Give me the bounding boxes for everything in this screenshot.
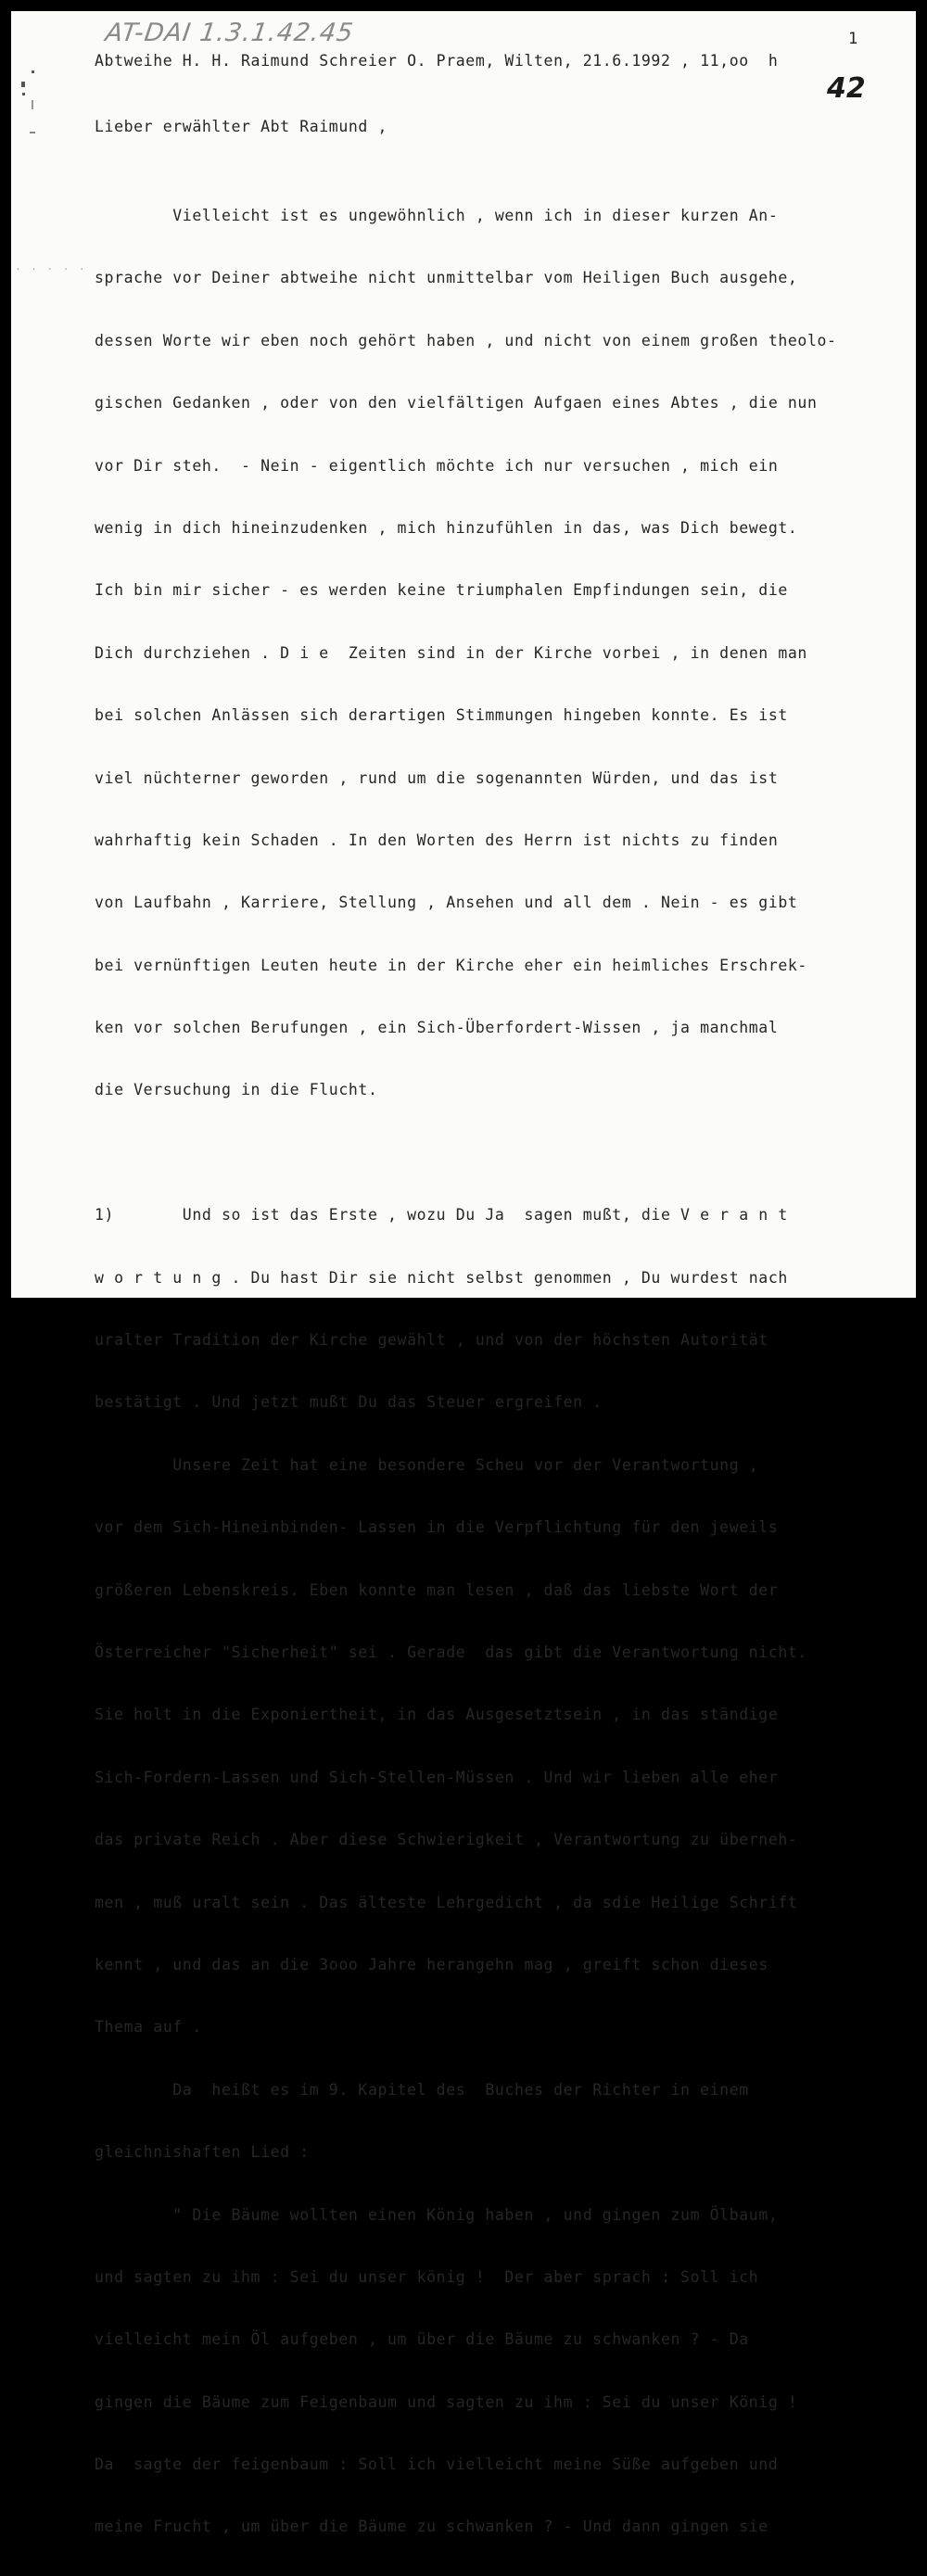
margin-mark [32, 100, 33, 109]
text-line: Da sagte der feigenbaum : Soll ich vielleicht meine Süße aufgeben und [95, 2455, 779, 2474]
text-line: größeren Lebenskreis. Eben konnte man lesen , daß das liebste Wort der [95, 1580, 779, 1599]
text-line: gingen die Bäume zum Feigenbaum und sagten zu ihm : Sei du unser König ! [95, 2392, 798, 2411]
text-line: dessen Worte wir eben noch gehört haben , und nicht von einem großen theolo- [95, 331, 837, 349]
text-line: vielleicht mein Öl aufgeben , um über die Bäume zu schwanken ? - Da [95, 2330, 749, 2349]
margin-mark [22, 93, 25, 95]
text-line: sprache vor Deiner abtweihe nicht unmittelbar vom Heiligen Buch ausgehe, [95, 269, 798, 287]
text-line: viel nüchterner geworden , rund um die sogenannten Würden, und das ist [95, 768, 779, 787]
text-line: men , muß uralt sein . Das älteste Lehrgedicht , da sdie Heilige Schrift [95, 1893, 798, 1911]
margin-mark [21, 82, 25, 87]
salutation: Lieber erwählter Abt Raimund , [95, 118, 388, 135]
text-line: das private Reich . Aber diese Schwierigkeit , Verantwortung zu überneh- [95, 1831, 798, 1849]
text-line: die Versuchung in die Flucht. [95, 1081, 378, 1099]
text-line: " Die Bäume wollten einen König haben , und gingen zum Ölbaum, [95, 2205, 779, 2224]
binding-dots: · · · · · [15, 263, 87, 275]
archive-signature: AT-DAI 1.3.1.42.45 [103, 19, 356, 47]
margin-mark [32, 70, 34, 73]
text-line: Ich bin mir sicher - es werden keine triumphalen Empfindungen sein, die [95, 581, 788, 600]
text-line: Sich-Fordern-Lassen und Sich-Stellen-Müssen . Und wir lieben alle eher [95, 1768, 779, 1786]
text-line: gleichnishaften Lied : [95, 2143, 310, 2162]
text-line: Thema auf . [95, 2018, 202, 2037]
text-line: Sie holt in die Exponiertheit, in das Ausgesetztsein , in das ständige [95, 1706, 779, 1724]
text-line: meine Frucht , um über die Bäume zu schwanken ? - Und dann gingen sie [95, 2518, 768, 2536]
text-line: und sagten zu ihm : Sei du unser könig ! Der aber sprach : Soll ich [95, 2267, 759, 2286]
page-number: 1 [848, 30, 858, 48]
body-text [95, 167, 910, 2576]
blank-line [95, 1139, 910, 1166]
text-line: wahrhaftig kein Schaden . In den Worten des Herrn ist nichts zu finden [95, 831, 779, 849]
text-line: von Laufbahn , Karriere, Stellung , Ansehen und all dem . Nein - es gibt [95, 894, 798, 912]
margin-mark [30, 132, 35, 133]
folio-number: 42 [827, 72, 866, 105]
text-line: uralter Tradition der Kirche gewählt , und von der höchsten Autorität [95, 1331, 768, 1350]
text-line: kennt , und das an die 3ooo Jahre herangehn mag , greift schon dieses [95, 1955, 768, 1973]
text-line: Dich durchziehen . D i e Zeiten sind in der Kirche vorbei , in denen man [95, 643, 807, 662]
text-line: bestätigt . Und jetzt mußt Du das Steuer ergreifen . [95, 1393, 603, 1412]
text-line: vor dem Sich-Hineinbinden- Lassen in die Verpflichtung für den jeweils [95, 1518, 779, 1537]
text-line: bei vernünftigen Leuten heute in der Kirche eher ein heimliches Erschrek- [95, 956, 807, 974]
text-line: Unsere Zeit hat eine besondere Scheu vor der Verantwortung , [95, 1455, 759, 1474]
text-line: wenig in dich hineinzudenken , mich hinzufühlen in das, was Dich bewegt. [95, 518, 798, 537]
text-line: bei solchen Anlässen sich derartigen Stimmungen hingeben konnte. Es ist [95, 706, 788, 725]
document-page [11, 11, 916, 2536]
text-line: 1) Und so ist das Erste , wozu Du Ja sagen mußt, die V e r a n t [95, 1206, 788, 1225]
text-line: Österreicher "Sicherheit" sei . Gerade das gibt die Verantwortung nicht. [95, 1643, 807, 1661]
text-line: Vielleicht ist es ungewöhnlich , wenn ich in dieser kurzen An- [95, 207, 779, 224]
text-line: w o r t u n g . Du hast Dir sie nicht selbst genommen , Du wurdest nach [95, 1268, 788, 1287]
text-line: ken vor solchen Berufungen , ein Sich-Überfordert-Wissen , ja manchmal [95, 1019, 779, 1037]
text-line: gischen Gedanken , oder von den vielfältigen Aufgaen eines Abtes , die nun [95, 394, 818, 412]
header-line: Abtweihe H. H. Raimund Schreier O. Praem, Wilten, 21.6.1992 , 11,oo h [95, 52, 779, 70]
text-line: Da heißt es im 9. Kapitel des Buches der Richter in einem [95, 2080, 749, 2099]
text-line: vor Dir steh. - Nein - eigentlich möchte ich nur versuchen , mich ein [95, 456, 779, 475]
